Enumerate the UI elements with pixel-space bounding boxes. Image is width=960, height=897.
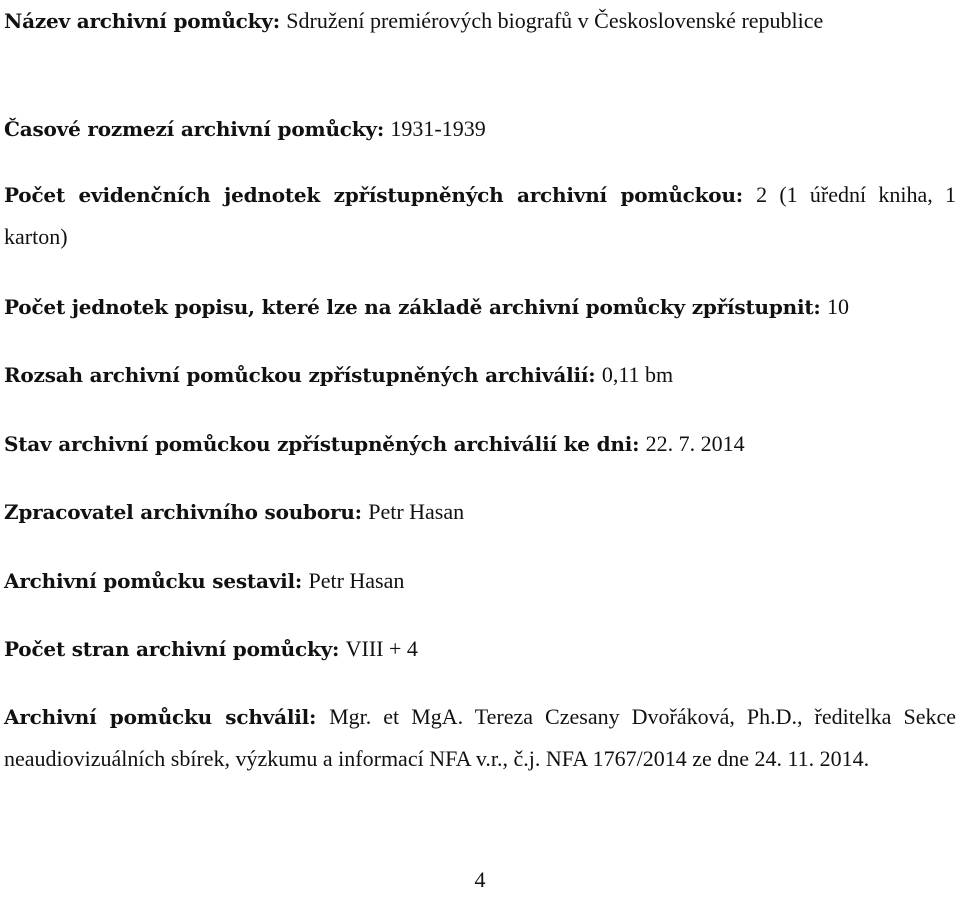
- field-finding-aid-name: [4, 0, 956, 42]
- field-processor: [4, 491, 956, 533]
- field-value: Mgr. et MgA. Tereza Czesany Dvořáková, Ph.D., ředitelka Sekce neaudiovizuálních sbírek, výzkumu a informací NFA v.r., č.j. NFA 1767/2014 ze dne 24. 11. 2014.: [4, 704, 956, 771]
- field-label: Počet jednotek popisu, které lze na základě archivní pomůcky zpřístupnit:: [4, 295, 821, 319]
- field-value: 10: [826, 294, 849, 319]
- field-label: Stav archivní pomůckou zpřístupněných archiválií ke dni:: [4, 432, 640, 456]
- field-value: Petr Hasan: [368, 499, 465, 524]
- field-value: 1931-1939: [390, 116, 486, 141]
- field-approved-by: [4, 696, 956, 780]
- field-extent: [4, 354, 956, 396]
- document-page: [4, 0, 956, 897]
- field-label: Archivní pomůcku schválil:: [4, 705, 317, 729]
- field-compiled-by: [4, 560, 956, 602]
- field-record-unit-count: [4, 174, 956, 258]
- field-page-count: [4, 628, 956, 670]
- field-description-unit-count: [4, 286, 956, 328]
- field-label: Název archivní pomůcky:: [4, 9, 280, 33]
- page-number: 4: [474, 867, 486, 892]
- field-value: Sdružení premiérových biografů v Československé republice: [286, 8, 824, 33]
- field-label: Časové rozmezí archivní pomůcky:: [4, 117, 385, 141]
- field-value: Petr Hasan: [308, 568, 405, 593]
- field-label: Rozsah archivní pomůckou zpřístupněných archiválií:: [4, 363, 596, 387]
- field-label: Zpracovatel archivního souboru:: [4, 500, 362, 524]
- field-value: 22. 7. 2014: [645, 431, 745, 456]
- field-label: Archivní pomůcku sestavil:: [4, 569, 303, 593]
- field-value: 0,11 bm: [601, 362, 674, 387]
- field-value: VIII + 4: [345, 636, 418, 661]
- field-value: 2 (1 úřední kniha, 1 karton): [4, 182, 957, 249]
- field-label: Počet evidenčních jednotek zpřístupněných archivní pomůckou:: [4, 183, 743, 207]
- field-label: Počet stran archivní pomůcky:: [4, 637, 340, 661]
- field-time-range: [4, 108, 956, 150]
- field-status-date: [4, 423, 956, 465]
